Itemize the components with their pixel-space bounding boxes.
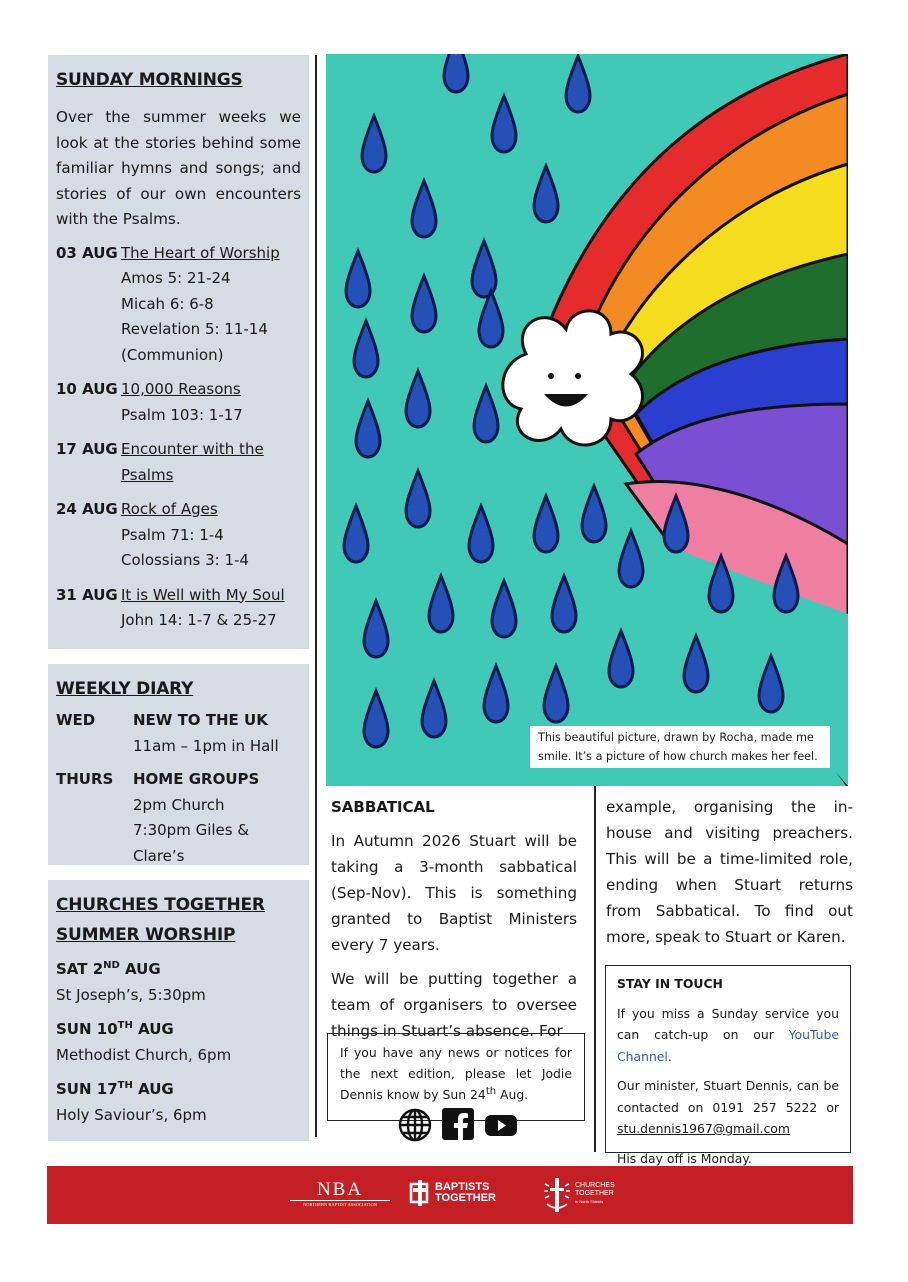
service-date: 03 AUG <box>56 243 118 262</box>
weekly-diary-box <box>48 664 309 865</box>
service-reading: Psalm 71: 1-4 <box>121 525 224 544</box>
stay-p1-text: If you miss a Sunday service you can catch-up on our <box>617 1005 839 1042</box>
diary-title: NEW TO THE UK <box>133 711 268 729</box>
service-details <box>121 497 301 574</box>
globe-icon[interactable] <box>398 1108 432 1146</box>
youtube-channel-link[interactable]: YouTube Channel <box>617 1027 839 1064</box>
diary-details <box>133 708 301 759</box>
sabbatical-paragraph-1: In Autumn 2026 Stuart will be taking a 3-month sabbatical (Sep-Nov). This is something granted to Baptist Ministers every 7 years. <box>331 832 577 954</box>
sunday-intro: Over the summer weeks we look at the stories behind some familiar hymns and songs; and stories of our own encounters with the Psalms. <box>56 108 301 228</box>
divider-middle <box>594 786 596 1152</box>
diary-line: 11am – 1pm in Hall <box>133 736 279 755</box>
diary-line: 7:30pm Giles & Clare’s <box>133 821 250 865</box>
diary-day: THURS <box>56 770 114 788</box>
service-reading: (Communion) <box>121 345 224 364</box>
diary-row <box>56 708 301 759</box>
sabbatical-paragraph-3: example, organising the in-house and visiting preachers. This will be a time-limited role, ending when Stuart returns from Sabbatical. To find out more, speak to Stuart or Karen. <box>606 798 853 946</box>
diary-line: 2pm Church <box>133 795 225 814</box>
service-reading: Psalm 103: 1-17 <box>121 405 243 424</box>
worship-day: SUN 10 <box>56 1020 118 1038</box>
churches-logo-line2: TOGETHER <box>575 1190 614 1197</box>
sabbatical-title: SABBATICAL <box>331 798 435 816</box>
service-date: 24 AUG <box>56 500 118 518</box>
service-date: 17 AUG <box>56 440 118 458</box>
services-list <box>56 241 301 634</box>
sunday-mornings-title: SUNDAY MORNINGS <box>56 70 243 90</box>
baptists-cross-icon <box>409 1180 431 1206</box>
churches-together-title <box>56 890 301 950</box>
youtube-icon[interactable] <box>484 1108 518 1146</box>
worship-day-suffix: TH <box>117 1020 133 1031</box>
service-row <box>56 583 301 634</box>
service-details <box>121 377 301 428</box>
stay-in-touch-title: STAY IN TOUCH <box>617 976 723 991</box>
service-title: Rock of Ages <box>121 500 218 518</box>
diary-row <box>56 767 301 869</box>
worship-month: AUG <box>132 1080 174 1098</box>
worship-day: SUN 17 <box>56 1080 118 1098</box>
service-date: 10 AUG <box>56 380 118 398</box>
worship-day-suffix: ND <box>103 960 120 971</box>
worship-date <box>56 1016 301 1042</box>
service-reading: Revelation 5: 11-14 <box>121 320 268 338</box>
sabbatical-column-right <box>606 794 853 958</box>
email-link[interactable]: stu.dennis1967@gmail.com <box>617 1121 790 1136</box>
stay-paragraph-1 <box>617 1003 839 1068</box>
worship-month: AUG <box>119 960 161 978</box>
diary-list <box>56 708 301 869</box>
picture-caption: This beautiful picture, drawn by Rocha, made me smile. It’s a picture of how church makes her feel. <box>530 726 830 768</box>
churches-together-box <box>48 880 309 1141</box>
service-details <box>121 583 301 634</box>
notice-sup: th <box>485 1085 497 1097</box>
service-row <box>56 241 301 369</box>
baptists-logo-line1: BAPTISTS <box>435 1181 490 1193</box>
nba-logo <box>290 1180 390 1209</box>
notice-tail: Aug. <box>496 1087 529 1102</box>
service-date: 31 AUG <box>56 585 118 604</box>
notice-text: If you have any news or notices for the next edition, please let Jodie Dennis know by Sun 24 <box>340 1045 572 1102</box>
sabbatical-paragraph-2: We will be putting together a team of organisers to oversee things in Stuart’s absence. For <box>331 970 577 1040</box>
service-row <box>56 497 301 574</box>
stay-in-touch-box <box>605 965 851 1166</box>
service-reading: Amos 5: 21-24 <box>121 269 231 287</box>
churches-logo-line3: in North Shields <box>575 1199 604 1204</box>
service-row <box>56 437 301 488</box>
worship-month: AUG <box>132 1020 174 1038</box>
worship-place: St Joseph’s, 5:30pm <box>56 986 206 1004</box>
service-details <box>121 241 301 369</box>
service-title: The Heart of Worship <box>121 243 280 262</box>
service-reading: Colossians 3: 1-4 <box>121 551 249 569</box>
footer-banner <box>47 1166 853 1224</box>
stay-p1-end: . <box>667 1048 672 1064</box>
baptists-together-logo <box>409 1180 496 1206</box>
nba-logo-text: NBA <box>316 1179 364 1200</box>
churches-logo-line1: CHURCHES <box>575 1182 615 1189</box>
divider-left <box>315 55 317 1137</box>
nba-logo-subtext: NORTHERN BAPTIST ASSOCIATION <box>290 1200 390 1209</box>
worship-date <box>56 1076 301 1102</box>
diary-title: HOME GROUPS <box>133 770 260 788</box>
stay-paragraph-2 <box>617 1075 839 1140</box>
diary-details <box>133 767 301 869</box>
stay-paragraph-3: His day off is Monday. <box>617 1150 752 1166</box>
service-title: 10,000 Reasons <box>121 380 241 398</box>
stay-p2-text: Our minister, Stuart Dennis, can be contacted on 0191 257 5222 or <box>617 1078 839 1115</box>
facebook-icon[interactable] <box>442 1108 474 1146</box>
rainbow-drawing <box>326 54 848 786</box>
churches-title-line2: SUMMER WORSHIP <box>56 925 236 945</box>
worship-date <box>56 956 301 982</box>
service-reading: John 14: 1-7 & 25-27 <box>121 611 277 629</box>
churches-title-line1: CHURCHES TOGETHER <box>56 895 265 915</box>
churches-together-logo <box>542 1174 615 1214</box>
churches-list <box>56 956 301 1128</box>
rainbow-drawing-svg <box>326 54 848 786</box>
worship-day-suffix: TH <box>117 1080 133 1091</box>
service-title: Encounter with the Psalms <box>121 440 264 484</box>
baptists-logo-line2: TOGETHER <box>435 1192 496 1204</box>
social-icons <box>398 1108 518 1146</box>
diary-day: WED <box>56 711 96 729</box>
churches-together-emblem-icon <box>542 1174 572 1214</box>
service-row <box>56 377 301 428</box>
sunday-mornings-box <box>48 55 309 649</box>
sabbatical-column-left <box>331 794 577 1052</box>
service-reading: Micah 6: 6-8 <box>121 294 214 313</box>
weekly-diary-title: WEEKLY DIARY <box>56 679 194 699</box>
worship-place: Holy Saviour’s, 6pm <box>56 1106 207 1124</box>
service-details <box>121 437 301 488</box>
worship-day: SAT 2 <box>56 960 104 978</box>
worship-place: Methodist Church, 6pm <box>56 1046 232 1064</box>
service-title: It is Well with My Soul <box>121 585 285 604</box>
